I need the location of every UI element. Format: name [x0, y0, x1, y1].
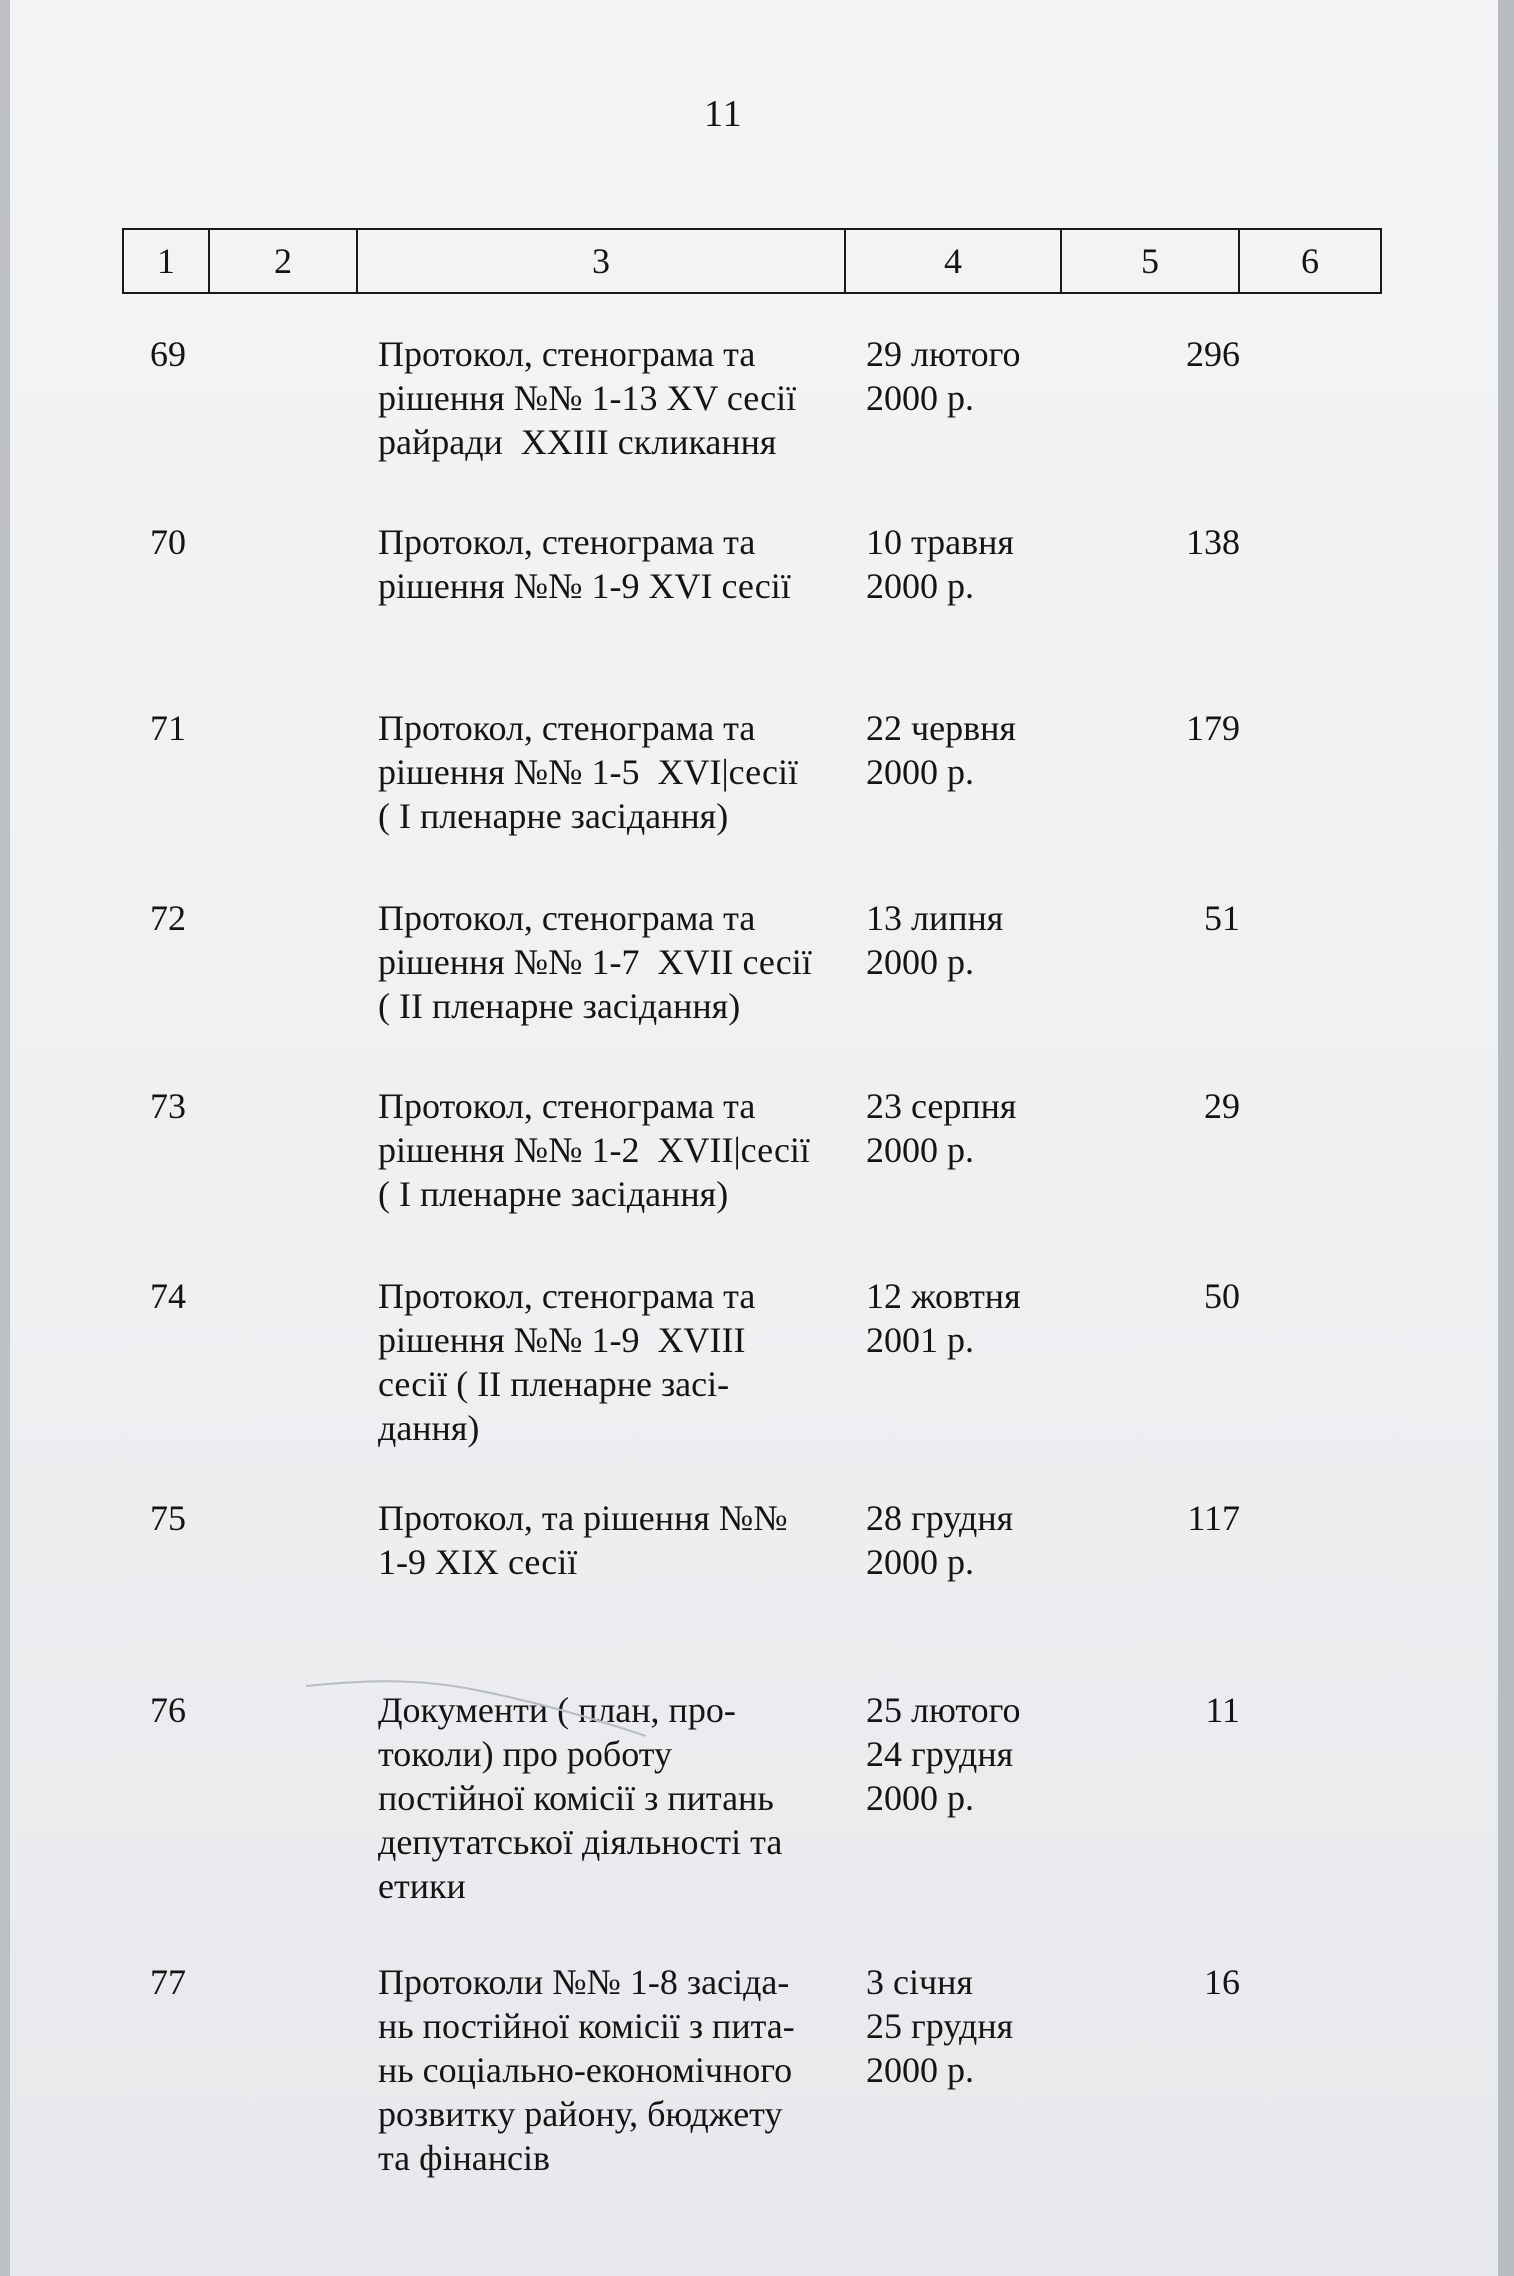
description-line: рішення №№ 1-9 XVI сесії [378, 566, 791, 606]
description-line: рішення №№ 1-5 XVI|сесії [378, 752, 798, 792]
row-date [866, 1688, 1021, 1820]
description-line: рішення №№ 1-2 XVII|сесії [378, 1130, 810, 1170]
date-line: 2000 р. [866, 1542, 974, 1582]
row-sheet-count: 138 [1186, 522, 1240, 562]
row-description [378, 520, 791, 608]
description-line: Протокол, стенограма та [378, 898, 756, 938]
description-line: депутатської діяльності та [378, 1822, 783, 1862]
column-header-2: 2 [210, 230, 358, 292]
description-line: Протокол, стенограма та [378, 334, 756, 374]
row-number: 77 [150, 1962, 186, 2002]
row-date [866, 1274, 1021, 1362]
row-number: 69 [150, 334, 186, 374]
row-sheet-count: 16 [1204, 1962, 1240, 2002]
date-line: 22 червня [866, 708, 1016, 748]
row-sheet-count: 117 [1187, 1498, 1240, 1538]
description-line: Протокол, стенограма та [378, 708, 756, 748]
description-line: постійної комісії з питань [378, 1778, 774, 1818]
row-number: 74 [150, 1276, 186, 1316]
description-line: нь постійної комісії з пита- [378, 2006, 795, 2046]
date-line: 25 грудня [866, 2006, 1014, 2046]
column-header-6: 6 [1301, 241, 1319, 281]
page-edge [1498, 0, 1514, 2276]
date-line: 28 грудня [866, 1498, 1014, 1538]
date-line: 13 липня [866, 898, 1004, 938]
row-description [378, 1084, 810, 1216]
row-date [866, 896, 1003, 984]
row-number: 73 [150, 1086, 186, 1126]
row-date [866, 332, 1021, 420]
description-line: нь соціально-економічного [378, 2050, 793, 2090]
description-line: Протоколи №№ 1-8 засіда- [378, 1962, 790, 2002]
row-sheet-count: 50 [1204, 1276, 1240, 1316]
description-line: Протокол, та рішення №№ [378, 1498, 788, 1538]
description-line: ( I пленарне засідання) [378, 1174, 729, 1214]
description-line: рішення №№ 1-7 XVII сесії [378, 942, 812, 982]
column-header-1: 1 [124, 230, 210, 292]
date-line: 12 жовтня [866, 1276, 1021, 1316]
column-header-3: 3 [358, 230, 846, 292]
description-line: Протокол, стенограма та [378, 522, 756, 562]
column-header-4: 4 [846, 230, 1062, 292]
description-line: Протокол, стенограма та [378, 1086, 756, 1126]
description-line: токоли) про роботу [378, 1734, 673, 1774]
row-number: 76 [150, 1690, 186, 1730]
date-line: 2000 р. [866, 752, 974, 792]
row-sheet-count: 179 [1186, 708, 1240, 748]
date-line: 2000 р. [866, 378, 974, 418]
row-sheet-count: 29 [1204, 1086, 1240, 1126]
date-line: 2000 р. [866, 942, 974, 982]
row-sheet-count: 11 [1205, 1690, 1240, 1730]
date-line: 2001 р. [866, 1320, 974, 1360]
row-date [866, 1084, 1017, 1172]
row-date [866, 1496, 1013, 1584]
column-header-5: 5 [1062, 230, 1240, 292]
description-line: ( II пленарне засідання) [378, 986, 741, 1026]
row-number: 72 [150, 898, 186, 938]
row-sheet-count: 296 [1186, 334, 1240, 374]
row-sheet-count: 51 [1204, 898, 1240, 938]
row-number: 70 [150, 522, 186, 562]
row-description [378, 706, 798, 838]
date-line: 2000 р. [866, 566, 974, 606]
row-date [866, 1960, 1013, 2092]
row-date [866, 520, 1014, 608]
row-description [378, 1274, 755, 1450]
description-line: Документи ( план, про- [378, 1690, 736, 1730]
description-line: розвитку району, бюджету [378, 2094, 783, 2134]
paper-scratch-mark [306, 1676, 726, 1756]
row-number: 75 [150, 1498, 186, 1538]
description-line: ( I пленарне засідання) [378, 796, 729, 836]
row-description [378, 332, 796, 464]
description-line: та фінансів [378, 2138, 550, 2178]
description-line: райради XXIII скликання [378, 422, 777, 462]
date-line: 29 лютого [866, 334, 1021, 374]
date-line: 3 січня [866, 1962, 973, 2002]
row-date [866, 706, 1016, 794]
row-description [378, 896, 812, 1028]
row-description [378, 1960, 795, 2180]
row-number: 71 [150, 708, 186, 748]
date-line: 2000 р. [866, 2050, 974, 2090]
date-line: 23 серпня [866, 1086, 1017, 1126]
date-line: 24 грудня [866, 1734, 1014, 1774]
date-line: 25 лютого [866, 1690, 1021, 1730]
document-page [10, 0, 1498, 2276]
date-line: 10 травня [866, 522, 1014, 562]
description-line: 1-9 XIX сесії [378, 1542, 578, 1582]
description-line: рішення №№ 1-9 XVIII [378, 1320, 746, 1360]
description-line: Протокол, стенограма та [378, 1276, 756, 1316]
description-line: рішення №№ 1-13 XV сесії [378, 378, 797, 418]
description-line: сесії ( II пленарне засі- [378, 1364, 730, 1404]
column-header-table [122, 228, 1382, 294]
date-line: 2000 р. [866, 1778, 974, 1818]
description-line: дання) [378, 1408, 480, 1448]
description-line: етики [378, 1866, 466, 1906]
row-description [378, 1496, 788, 1584]
page-number: 11 [704, 93, 743, 135]
date-line: 2000 р. [866, 1130, 974, 1170]
